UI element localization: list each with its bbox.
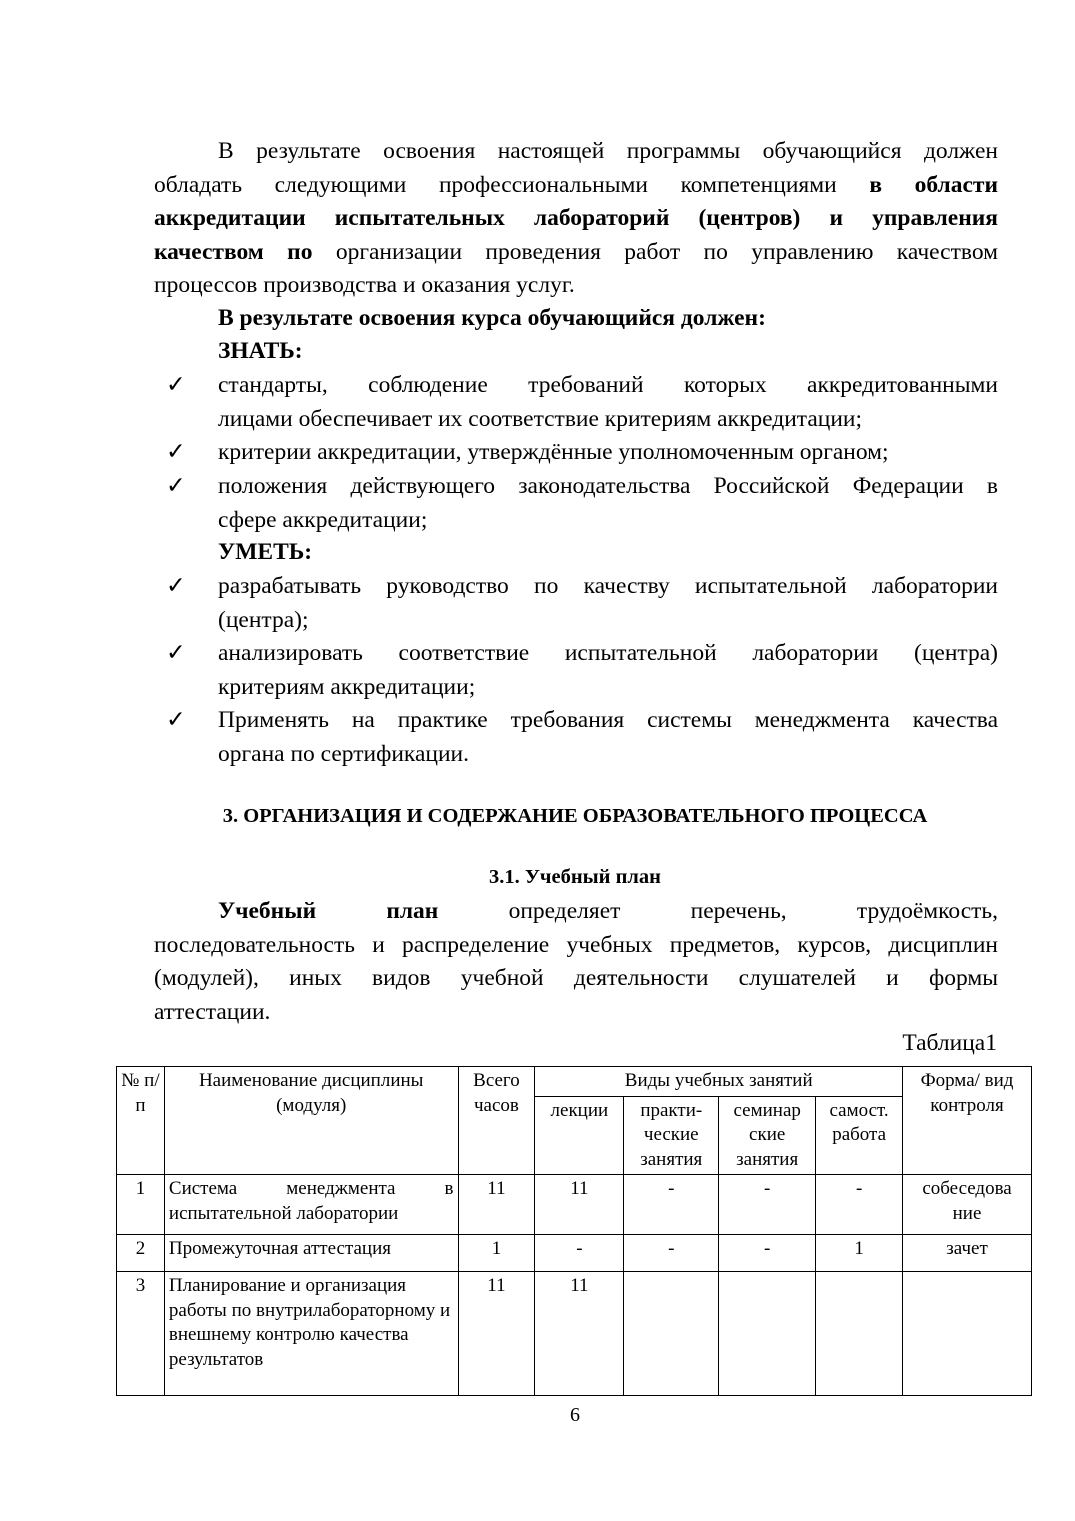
- plan-line-1: Учебный план определяет перечень, трудоёмкость,: [218, 898, 999, 924]
- intro-line-5: процессов производства и оказания услуг.: [154, 272, 575, 298]
- table-row: 2 Промежуточная аттестация 1 - - - 1 зачет: [117, 1235, 1032, 1272]
- know-item-1: ✓ стандарты, соблюдение требований которых аккредитованными лицами обеспечивает их соответствие критериям аккредитации;: [154, 369, 998, 436]
- header-control: Форма/ вид контроля: [903, 1067, 1032, 1175]
- plan-line-2: последовательность и распределение учебных предметов, курсов, дисциплин: [154, 931, 998, 958]
- checkmark-icon: ✓: [166, 573, 186, 599]
- can-item-1: ✓ разрабатывать руководство по качеству испытательной лаборатории (центра);: [154, 570, 998, 637]
- can-item-3: ✓ Применять на практике требования системы менеджмента качества органа по сертификации.: [154, 704, 998, 771]
- checkmark-icon: ✓: [166, 473, 186, 499]
- plan-line-4: аттестации.: [154, 998, 271, 1025]
- section-title: 3. ОРГАНИЗАЦИЯ И СОДЕРЖАНИЕ ОБРАЗОВАТЕЛЬНОГО ПРОЦЕССА: [222, 805, 928, 827]
- know-item-3: ✓ положения действующего законодательства Российской Федерации в сфере аккредитации;: [154, 470, 998, 537]
- intro-line-1: В результате освоения настоящей программы обучающийся должен: [218, 138, 998, 164]
- know-item-2: ✓ критерии аккредитации, утверждённые уполномоченным органом;: [154, 436, 998, 470]
- can-heading: УМЕТЬ:: [218, 539, 313, 565]
- course-heading: В результате освоения курса обучающийся должен:: [218, 305, 766, 331]
- table-header-row: [117, 1067, 1032, 1097]
- subsection-title: 3.1. Учебный план: [489, 866, 661, 888]
- page-number: 6: [570, 1404, 580, 1426]
- header-total: Всего часов: [458, 1067, 535, 1175]
- know-heading: ЗНАТЬ:: [218, 338, 303, 364]
- checkmark-icon: ✓: [166, 439, 186, 465]
- intro-line-4: качеством по организации проведения работ по управлению качеством: [154, 238, 998, 265]
- header-self: самост. работа: [816, 1096, 903, 1175]
- intro-paragraph: [154, 135, 998, 303]
- header-seminar: семинар ские занятия: [719, 1096, 816, 1175]
- checkmark-icon: ✓: [166, 707, 186, 733]
- header-kinds: Виды учебных занятий: [535, 1067, 903, 1097]
- can-item-2: ✓ анализировать соответствие испытательной лаборатории (центра) критериям аккредитации;: [154, 637, 998, 704]
- curriculum-table: [116, 1066, 1032, 1396]
- plan-paragraph: [154, 895, 998, 1029]
- plan-line-3: (модулей), иных видов учебной деятельности слушателей и формы: [154, 965, 998, 991]
- intro-line-2: обладать следующими профессиональными компетенциями в области: [154, 171, 998, 198]
- checkmark-icon: ✓: [166, 640, 186, 666]
- intro-line-3: аккредитации испытательных лабораторий (центров) и управления: [154, 205, 998, 231]
- table-row: 1 Система менеджмента в испытательной лаборатории 11 11 - - - собеседова ние: [117, 1175, 1032, 1235]
- header-practical: практи-ческие занятия: [624, 1096, 719, 1175]
- table-row: 3 Планирование и организация работы по внутрилабораторному и внешнему контролю качества результатов 11 11: [117, 1272, 1032, 1396]
- header-lectures: лекции: [535, 1096, 624, 1175]
- header-num: № п/п: [117, 1067, 165, 1175]
- header-name: Наименование дисциплины (модуля): [164, 1067, 458, 1175]
- table-caption: Таблица1: [902, 1030, 997, 1056]
- checkmark-icon: ✓: [166, 372, 186, 398]
